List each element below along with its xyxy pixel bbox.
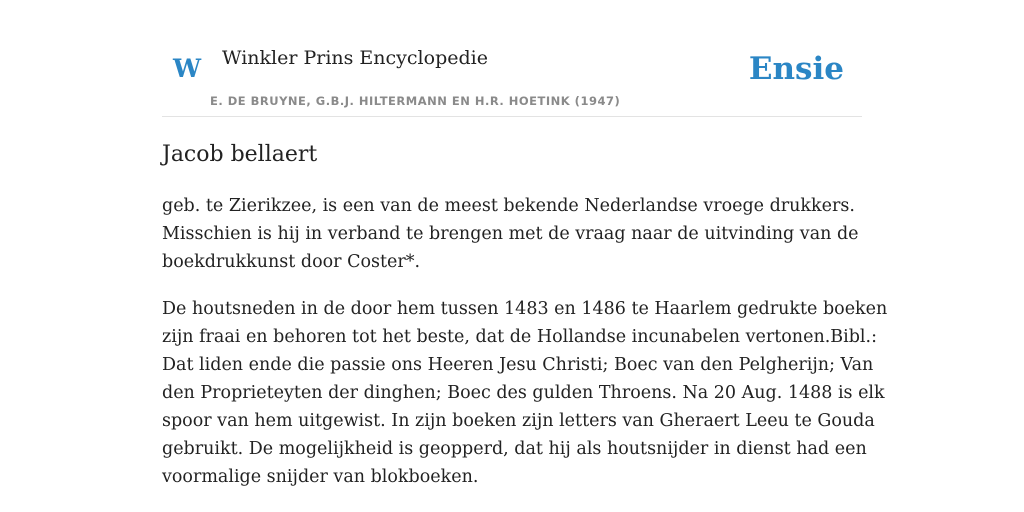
paragraph-line: gebruikt. De mogelijkheid is geopperd, dat hij als houtsnijder in dienst had een: [162, 439, 867, 459]
paragraph-line: Dat liden ende die passie ons Heeren Jesu Christi; Boec van den Pelgherijn; Van: [162, 355, 874, 375]
article-title: Jacob bellaert: [162, 142, 318, 167]
paragraph-line: geb. te Zierikzee, is een van de meest bekende Nederlandse vroege drukkers.: [162, 196, 855, 216]
paragraph-line: spoor van hem uitgewist. In zijn boeken zijn letters van Gheraert Leeu te Gouda: [162, 411, 875, 431]
site-logo[interactable]: Ensie: [748, 51, 844, 87]
page: [162, 0, 888, 512]
publication-logo[interactable]: W: [173, 54, 202, 83]
paragraph-line: Misschien is hij in verband te brengen met de vraag naar de uitvinding van de: [162, 224, 859, 244]
paragraph-line: boekdrukkunst door Coster*.: [162, 252, 421, 272]
paragraph-line: zijn fraai en behoren tot het beste, dat de Hollandse incunabelen vertonen.Bibl.:: [162, 327, 877, 347]
publication-title[interactable]: Winkler Prins Encyclopedie: [222, 47, 488, 69]
authors-line: E. DE BRUYNE, G.B.J. HILTERMANN EN H.R. HOETINK (1947): [210, 94, 621, 108]
header: [162, 0, 862, 117]
article-paragraph-1: [162, 192, 862, 276]
article-paragraph-2: [162, 295, 888, 491]
paragraph-line: voormalige snijder van blokboeken.: [162, 467, 479, 487]
paragraph-line: De houtsneden in de door hem tussen 1483 en 1486 te Haarlem gedrukte boeken: [162, 299, 888, 319]
paragraph-line: den Proprieteyten der dinghen; Boec des gulden Throens. Na 20 Aug. 1488 is elk: [162, 383, 885, 403]
